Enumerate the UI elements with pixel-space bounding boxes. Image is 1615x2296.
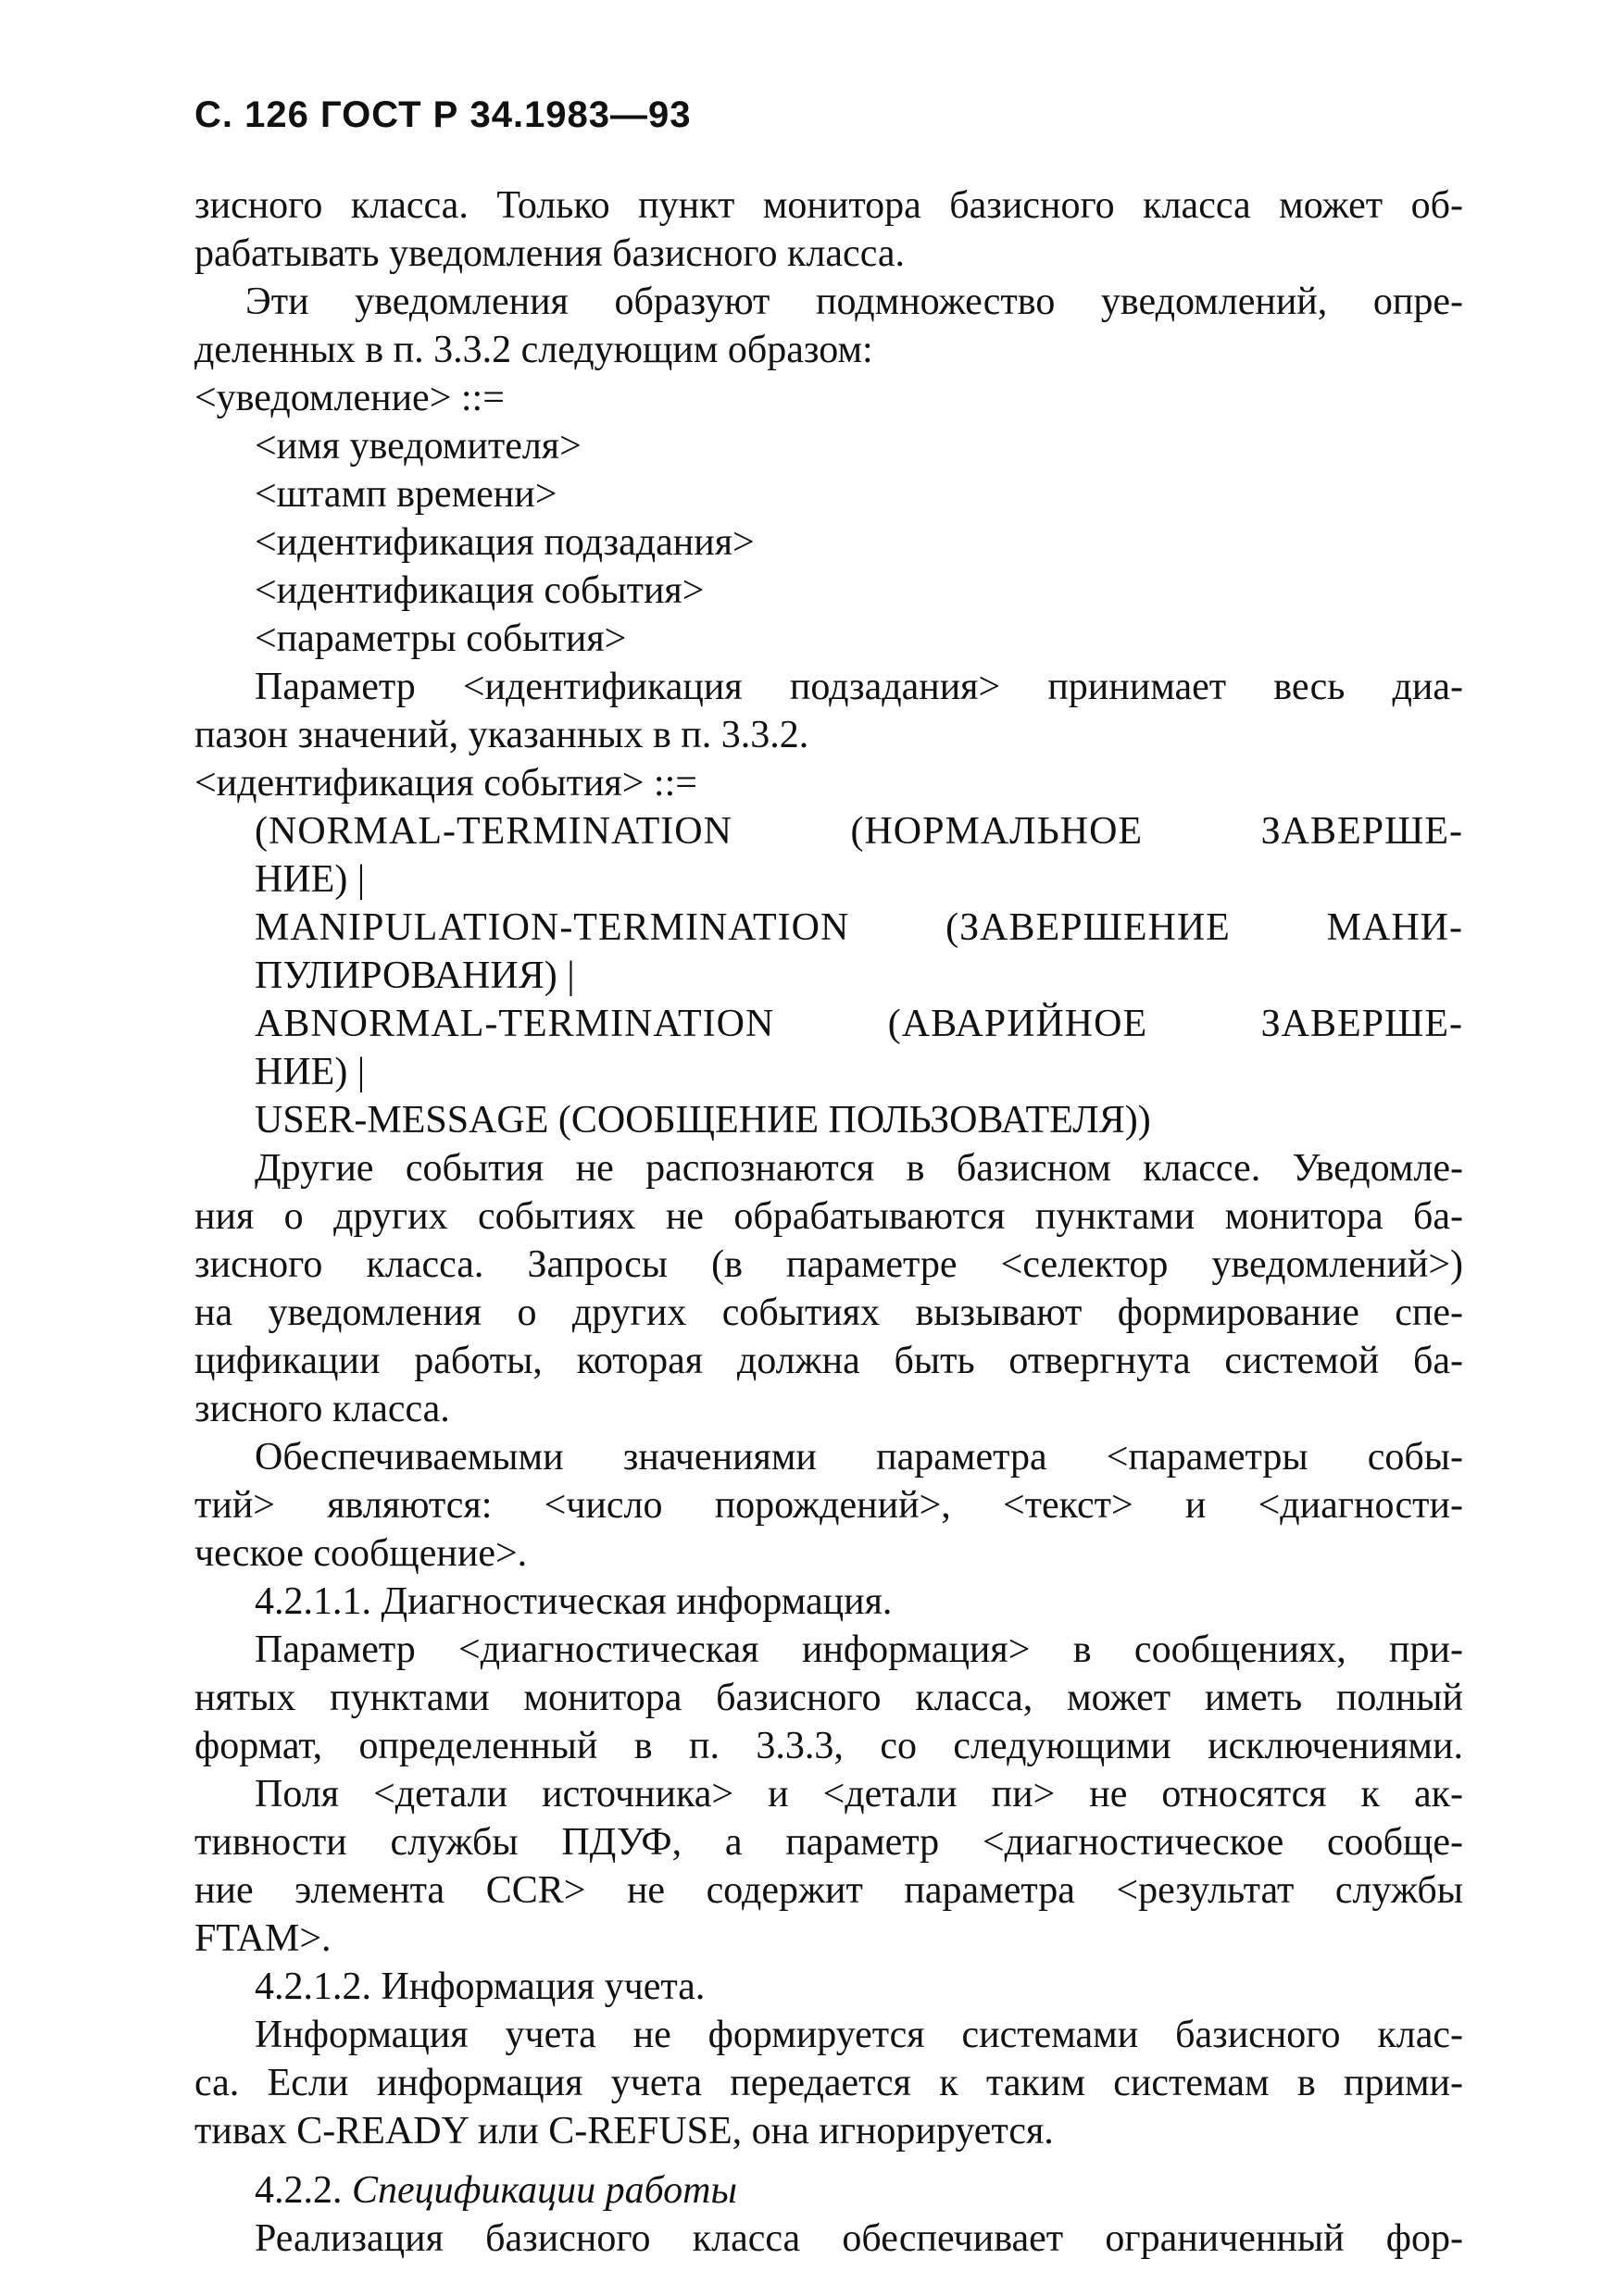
section-heading: 4.2.1.1. Диагностическая информация. (255, 1580, 893, 1623)
grammar-rule-item: MANIPULATION-TERMINATION (ЗАВЕРШЕНИЕ МАНИ- (255, 906, 1463, 949)
grammar-rule-item: <имя уведомителя> (255, 425, 582, 468)
text-line: тивах C-READY или C-REFUSE, она игнорируется. (194, 2110, 1054, 2152)
text-line: пазон значений, указанных в п. 3.3.2. (194, 714, 809, 756)
grammar-rule-item: НИЕ) | (255, 858, 366, 901)
text-line: Другие события не распознаются в базисном классе. Уведомле- (255, 1147, 1463, 1190)
text-line: Поля <детали источника> и <детали пи> не относятся к ак- (255, 1773, 1463, 1816)
grammar-rule-item: <параметры события> (255, 618, 627, 660)
text-line: на уведомления о других событиях вызывают формирование спе- (194, 1292, 1463, 1334)
text-line: деленных в п. 3.3.2 следующим образом: (194, 329, 873, 371)
text-line: Параметр <диагностическая информация> в сообщениях, при- (255, 1628, 1463, 1671)
text-line: зисного класса. Запросы (в параметре <селектор уведомлений>) (194, 1243, 1463, 1286)
grammar-rule-item: <идентификация события> (255, 569, 705, 612)
text-line: нятых пунктами монитора базисного класса, может иметь полный (194, 1677, 1463, 1719)
section-title: Спецификации работы (352, 2169, 737, 2212)
text-line: зисного класса. (194, 1388, 450, 1430)
grammar-rule-item: НИЕ) | (255, 1051, 366, 1093)
page-header: С. 126 ГОСТ Р 34.1983—93 (194, 94, 692, 135)
text-line: ческое сообщение>. (194, 1532, 528, 1575)
text-line: Обеспечиваемыми значениями параметра <параметры собы- (255, 1436, 1463, 1479)
text-line: Параметр <идентификация подзадания> принимает весь диа- (255, 666, 1463, 708)
text-line: ния о других событиях не обрабатываются пунктами монитора ба- (194, 1195, 1463, 1238)
text-line: тивности службы ПДУФ, а параметр <диагностическое сообще- (194, 1821, 1463, 1864)
grammar-rule-item: USER-MESSAGE (СООБЩЕНИЕ ПОЛЬЗОВАТЕЛЯ)) (255, 1099, 1151, 1142)
section-heading: 4.2.1.2. Информация учета. (255, 1965, 706, 2008)
grammar-rule-item: ПУЛИРОВАНИЯ) | (255, 955, 575, 997)
grammar-rule-head: <уведомление> ::= (194, 377, 505, 419)
grammar-rule-item: <штамп времени> (255, 473, 557, 516)
section-number: 4.2.2. (255, 2169, 352, 2212)
text-line: Эти уведомления образуют подмножество уведомлений, опре- (245, 281, 1463, 323)
text-line: Информация учета не формируется системами базисного клас- (255, 2014, 1463, 2056)
text-line: рабатывать уведомления базисного класса. (194, 232, 905, 275)
grammar-rule-item: (NORMAL-TERMINATION (НОРМАЛЬНОЕ ЗАВЕРШЕ- (255, 810, 1463, 853)
text-line: Реализация базисного класса обеспечивает ограниченный фор- (255, 2217, 1463, 2260)
grammar-rule-item: ABNORMAL-TERMINATION (АВАРИЙНОЕ ЗАВЕРШЕ- (255, 1003, 1463, 1045)
text-line: са. Если информация учета передается к таким системам в прими- (194, 2062, 1463, 2104)
text-line: тий> являются: <число порождений>, <текст> и <диагности- (194, 1484, 1463, 1527)
text-line: формат, определенный в п. 3.3.3, со следующими исключениями. (194, 1725, 1463, 1767)
grammar-rule-head: <идентификация события> ::= (194, 762, 697, 805)
text-line: цификации работы, которая должна быть отвергнута системой ба- (194, 1340, 1463, 1382)
text-line: FTAM>. (194, 1917, 332, 1960)
section-heading (255, 2166, 1463, 2215)
grammar-rule-item: <идентификация подзадания> (255, 521, 755, 564)
text-line: зисного класса. Только пункт монитора базисного класса может об- (194, 184, 1463, 227)
text-line: ние элемента CCR> не содержит параметра <результат службы (194, 1869, 1463, 1912)
